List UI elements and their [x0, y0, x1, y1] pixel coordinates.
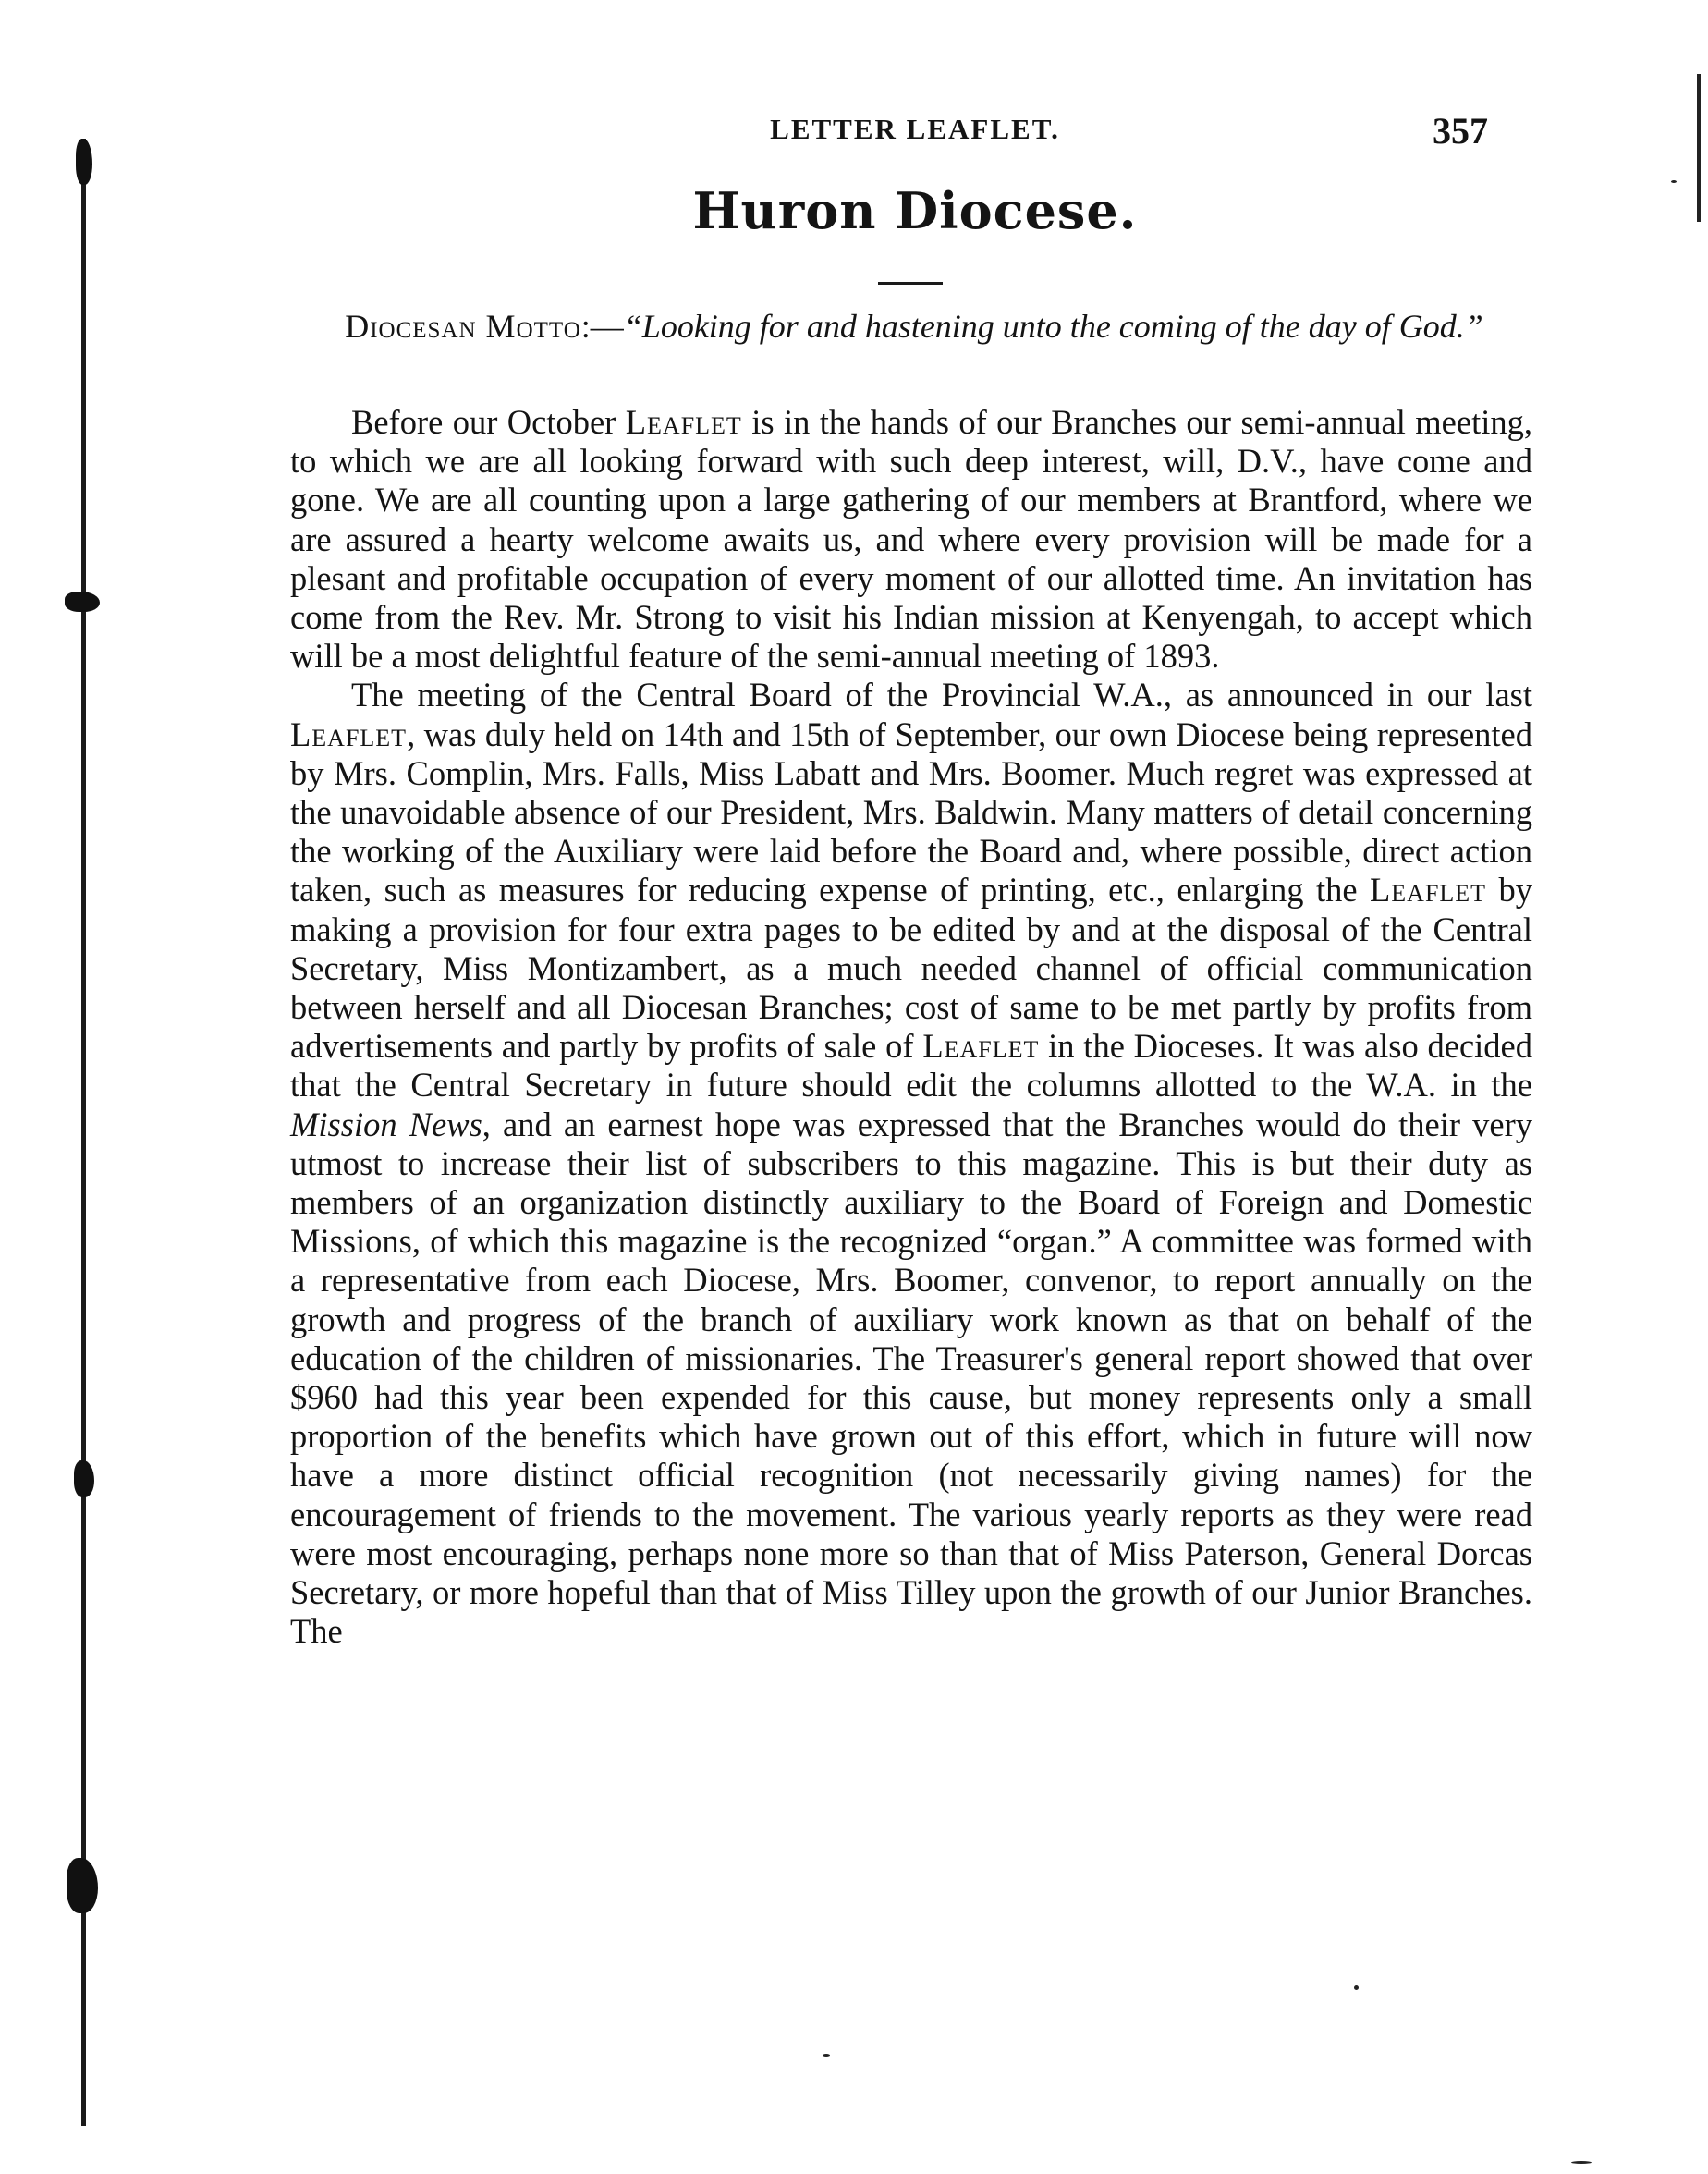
- text-run: by making a provision for four extra pages to be edited by and at the disposal of the Central Secretary, Miss Montizambert, as a much needed channel of official communication between herself and all Diocesan Branches; cost of same to be met partly by profits from advertisements and partly by profits of sale of: [290, 871, 1532, 1066]
- running-title: LETTER LEAFLET.: [770, 113, 1060, 145]
- text-run: , and an earnest hope was expressed that the Branches would do their very utmost to increase their list of subscribers to this magazine. This is but their duty as members of an organization distinctly auxiliary to the Board of Foreign and Domestic Missions, of which this magazine is the recognized “organ.” A committee was formed with a representative from each Diocese, Mrs. Boomer, convenor, to report annually on the growth and progress of the branch of auxiliary work known as that on behalf of the education of the children of missionaries. The Treasurer's general report showed that over $960 had this year been expended for this cause, but money represents only a small proportion of the benefits which have grown out of this effort, which in future will now have a more distinct official recognition (not necessarily giving names) for the encouragement of friends to the movement. The various yearly reports as they were read were most encouraging, perhaps none more so than that of Miss Paterson, General Dorcas Secretary, or more hopeful than that of Miss Tilley upon the growth of our Junior Branches. The: [290, 1105, 1532, 1651]
- article-body: [290, 403, 1532, 1652]
- binding-blot: [67, 1858, 98, 1913]
- text-run: Before our October: [351, 403, 626, 441]
- motto-label: Diocesan Motto: [345, 308, 581, 345]
- page-number: 357: [1433, 110, 1488, 152]
- leaflet-smallcaps: Leaflet: [922, 1027, 1040, 1066]
- binding-blot: [74, 1460, 94, 1497]
- motto-text: “Looking for and hastening unto the coming of the day of God.”: [623, 308, 1483, 345]
- leaflet-smallcaps: Leaflet: [1370, 871, 1487, 910]
- text-run: in the Dioceses. It was also decided that the Central Secretary in future should edit the columns allotted to the W.A. in the: [290, 1027, 1533, 1105]
- leaflet-smallcaps: Leaflet: [625, 403, 742, 441]
- text-run: , was duly held on 14th and 15th of September, our own Diocese being represented by Mrs. Complin, Mrs. Falls, Miss Labatt and Mrs. Boomer. Much regret was expressed at the unavoidable absence of our President, Mrs. Baldwin. Many matters of detail concerning the working of the Auxiliary were laid before the Board and, where possible, direct action taken, such as measures for reducing expense of printing, etc., enlarging the: [290, 714, 1532, 910]
- scan-speck: [823, 2054, 830, 2057]
- scan-speck: [1354, 1985, 1359, 1990]
- leaflet-smallcaps: Leaflet: [290, 714, 408, 753]
- running-head: [287, 109, 1543, 155]
- section-title: Huron Diocese.: [692, 181, 1138, 240]
- binding-edge: [81, 139, 86, 2126]
- paragraph: [290, 403, 1532, 676]
- binding-blot: [76, 139, 92, 185]
- text-run: The meeting of the Central Board of the Provincial W.A., as announced in our last: [351, 676, 1532, 714]
- mission-news-italic: Mission News: [290, 1105, 482, 1143]
- binding-blot: [65, 592, 100, 612]
- title-rule: [878, 282, 943, 285]
- scan-speck: [1571, 2161, 1592, 2164]
- motto-separator: :—: [580, 308, 624, 345]
- scan-speck: [1671, 180, 1677, 183]
- right-edge: [1697, 74, 1701, 222]
- paragraph: [290, 676, 1532, 1651]
- text-run: is in the hands of our Branches our semi-annual meeting, to which we are all looking forward with such deep interest, will, D.V., have come and gone. We are all counting upon a large gathering of our members at Brantford, where we are assured a hearty welcome awaits us, and where every provision will be made for a plesant and profitable occupation of every moment of our allotted time. An invitation has come from the Rev. Mr. Strong to visit his Indian mission at Kenyengah, to accept which will be a most delightful feature of the semi-annual meeting of 1893.: [290, 403, 1532, 676]
- diocesan-motto: [285, 307, 1543, 346]
